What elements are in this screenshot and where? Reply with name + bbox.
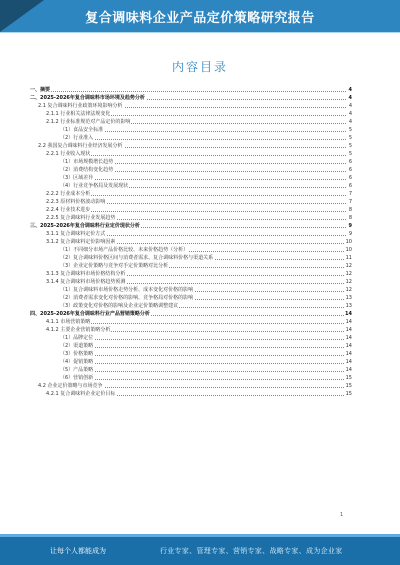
header-divider [0, 32, 400, 33]
toc-leader-dots [46, 195, 346, 196]
toc-entry-page: 14 [345, 359, 352, 365]
footer-slogan-left: 让每个人都能成为 [50, 547, 106, 555]
toc-entry-text: 2.2.4 行业技术进步 [46, 207, 91, 213]
toc-entry-text: 3.1.2 复合调味料定价影响因素 [46, 239, 116, 245]
toc-entry[interactable] [30, 214, 352, 222]
toc-entry-page: 9 [348, 231, 352, 237]
toc-entry-text: 一、摘要 [30, 87, 51, 93]
toc-entry-page: 12 [345, 287, 352, 293]
toc-entry-page: 15 [345, 391, 352, 397]
toc-entry-page: 6 [348, 175, 352, 181]
toc-entry[interactable] [30, 206, 352, 214]
toc-entry-page: 6 [348, 159, 352, 165]
toc-entry-page: 5 [348, 151, 352, 157]
toc-leader-dots [60, 339, 346, 340]
toc-entry-page: 4 [348, 103, 352, 109]
toc-entry[interactable] [30, 254, 352, 262]
toc-entry[interactable] [30, 382, 352, 390]
toc-entry[interactable] [30, 230, 352, 238]
toc-entry-text: （2）行业准入 [60, 135, 94, 141]
toc-entry[interactable] [30, 390, 352, 398]
toc-entry[interactable] [30, 166, 352, 174]
toc-entry-page: 4 [348, 111, 352, 117]
toc-entry-text: 2.2.1 行业收入现状 [46, 151, 91, 157]
toc-entry-page: 15 [345, 375, 352, 381]
toc-entry-page: 4 [348, 87, 352, 93]
toc-entry[interactable] [30, 238, 352, 246]
toc-entry[interactable] [30, 366, 352, 374]
toc-leader-dots [60, 363, 346, 364]
toc-entry-text: （2）复合调味料价格区间与消费者需求、复合调味料价格与渠道关系 [60, 255, 214, 261]
toc-entry-text: 2.1.1 行业相关法律法规变化 [46, 111, 111, 117]
table-of-contents [30, 86, 352, 398]
toc-entry[interactable] [30, 94, 352, 102]
toc-entry-text: （3）区域差异 [60, 175, 94, 181]
report-title: 复合调味料企业产品定价策略研究报告 [85, 11, 315, 26]
toc-entry-page: 4 [348, 95, 352, 101]
toc-entry-page: 8 [348, 215, 352, 221]
toc-entry-page: 14 [345, 351, 352, 357]
toc-entry[interactable] [30, 302, 352, 310]
toc-entry[interactable] [30, 198, 352, 206]
toc-entry-page: 14 [345, 335, 352, 341]
toc-entry-text: 3.1.4 复合调味料市场价格趋势预测 [46, 279, 126, 285]
toc-entry-text: （1）品牌定位 [60, 335, 94, 341]
toc-entry-page: 8 [348, 207, 352, 213]
toc-entry-page: 14 [345, 343, 352, 349]
toc-entry-page: 7 [348, 199, 352, 205]
toc-entry-text: （2）渠道策略 [60, 343, 94, 349]
toc-entry[interactable] [30, 126, 352, 134]
toc-entry[interactable] [30, 190, 352, 198]
toc-entry-page: 7 [348, 191, 352, 197]
toc-entry-page: 15 [345, 383, 352, 389]
toc-entry-text: 三、2025-2026年复合调味料行业定价现状分析 [30, 223, 140, 229]
toc-entry[interactable] [30, 86, 352, 94]
toc-entry-text: （2）消费者需求变化对价格的影响、竞争格局对价格的影响 [60, 295, 194, 301]
toc-entry-text: （1）不同细分市场产品价格比较、未来价格趋势（分析） [60, 247, 189, 253]
toc-entry-text: 4.1.2 主要企业营销策略分析 [46, 327, 111, 333]
toc-entry-text: 2.2.3 原材料价格波动影响 [46, 199, 106, 205]
toc-leader-dots [60, 371, 346, 372]
toc-leader-dots [46, 211, 346, 212]
toc-entry-text: 4.2.1 复合调味料企业定价目标 [46, 391, 116, 397]
toc-entry-page: 14 [345, 311, 352, 317]
toc-leader-dots [30, 91, 346, 92]
toc-entry[interactable] [30, 318, 352, 326]
toc-entry-text: 二、2025-2026年复合调味料市场环境及趋势分析 [30, 95, 145, 101]
toc-entry[interactable] [30, 286, 352, 294]
toc-entry[interactable] [30, 278, 352, 286]
toc-entry[interactable] [30, 102, 352, 110]
toc-leader-dots [60, 179, 346, 180]
toc-leader-dots [60, 347, 346, 348]
toc-entry-page: 12 [345, 271, 352, 277]
toc-leader-dots [60, 355, 346, 356]
toc-entry-text: 4.1.1 市场营销策略 [46, 319, 91, 325]
toc-entry-text: 2.2 我国复合调味料行业经济发展分析 [38, 143, 123, 149]
toc-entry[interactable] [30, 334, 352, 342]
toc-entry[interactable] [30, 374, 352, 382]
toc-entry-text: 3.1.1 复合调味料定价方式 [46, 231, 106, 237]
toc-entry[interactable] [30, 262, 352, 270]
toc-entry-page: 9 [348, 223, 352, 229]
toc-entry-text: （6）营销创新 [60, 375, 94, 381]
toc-entry[interactable] [30, 246, 352, 254]
toc-entry[interactable] [30, 326, 352, 334]
toc-entry[interactable] [30, 342, 352, 350]
toc-entry-text: （2）消费结构变化趋势 [60, 167, 114, 173]
toc-entry-page: 5 [348, 143, 352, 149]
toc-entry-text: （3）价格策略 [60, 351, 94, 357]
toc-entry-page: 14 [345, 319, 352, 325]
toc-entry[interactable] [30, 358, 352, 366]
toc-leader-dots [46, 323, 346, 324]
toc-entry[interactable] [30, 270, 352, 278]
toc-entry[interactable] [30, 110, 352, 118]
toc-entry-text: （3）政策变化对价格的影响及企业定价策略调整建议 [60, 303, 179, 309]
toc-entry[interactable] [30, 134, 352, 142]
header-accent-shape [0, 0, 44, 32]
page-number: 1 [340, 512, 344, 518]
toc-entry[interactable] [30, 142, 352, 150]
toc-entry-page: 5 [348, 135, 352, 141]
toc-entry[interactable] [30, 174, 352, 182]
toc-entry-page: 10 [345, 239, 352, 245]
toc-entry[interactable] [30, 294, 352, 302]
toc-entry-page: 13 [345, 303, 352, 309]
toc-entry-text: 3.1.3 复合调味料市场价格结构分析 [46, 271, 126, 277]
footer-slogan-right: 行业专家、管理专家、营销专家、战略专家、成为企业家 [160, 547, 343, 555]
toc-entry-text: （5）产品策略 [60, 367, 94, 373]
toc-entry-page: 14 [345, 327, 352, 333]
toc-entry[interactable] [30, 118, 352, 126]
toc-entry-text: 四、2025-2026年复合调味料行业产品营销策略分析 [30, 311, 150, 317]
toc-entry-text: （1）市场规模增长趋势 [60, 159, 114, 165]
toc-entry-text: 4.2 企业定价策略与市场竞争 [38, 383, 103, 389]
toc-entry-text: （4）行业竞争格局及发展现状 [60, 183, 129, 189]
toc-entry-page: 10 [345, 247, 352, 253]
toc-entry[interactable] [30, 310, 352, 318]
toc-entry-text: 2.2.5 复合调味料行业发展趋势 [46, 215, 116, 221]
toc-entry-page: 6 [348, 167, 352, 173]
toc-entry[interactable] [30, 222, 352, 230]
toc-entry[interactable] [30, 350, 352, 358]
toc-entry-page: 14 [345, 367, 352, 373]
toc-leader-dots [46, 155, 346, 156]
toc-entry-text: （1）食品安全标准 [60, 127, 104, 133]
toc-entry-text: 2.1.2 行业标准规范对产品定价的影响 [46, 119, 131, 125]
toc-leader-dots [60, 139, 346, 140]
toc-entry-page: 12 [345, 279, 352, 285]
toc-leader-dots [60, 379, 346, 380]
toc-entry-page: 13 [345, 295, 352, 301]
toc-entry-page: 11 [345, 255, 352, 261]
toc-entry-text: 2.2.2 行业成本分析 [46, 191, 91, 197]
toc-entry-page: 12 [345, 263, 352, 269]
toc-entry[interactable] [30, 150, 352, 158]
toc-entry-page: 6 [348, 183, 352, 189]
toc-entry[interactable] [30, 182, 352, 190]
toc-entry-text: 2.1 复合调味料行业政策环境影响分析 [38, 103, 123, 109]
toc-entry-text: （4）促销策略 [60, 359, 94, 365]
toc-heading: 内容目录 [171, 60, 228, 74]
toc-entry-page: 5 [348, 127, 352, 133]
toc-entry-text: （3）企业定价策略与竞争对手定价策略对比分析 [60, 263, 169, 269]
toc-entry-page: 4 [348, 119, 352, 125]
toc-entry-text: （1）复合调味料市场价格走势分析、成本变化对价格的影响 [60, 287, 194, 293]
toc-entry[interactable] [30, 158, 352, 166]
